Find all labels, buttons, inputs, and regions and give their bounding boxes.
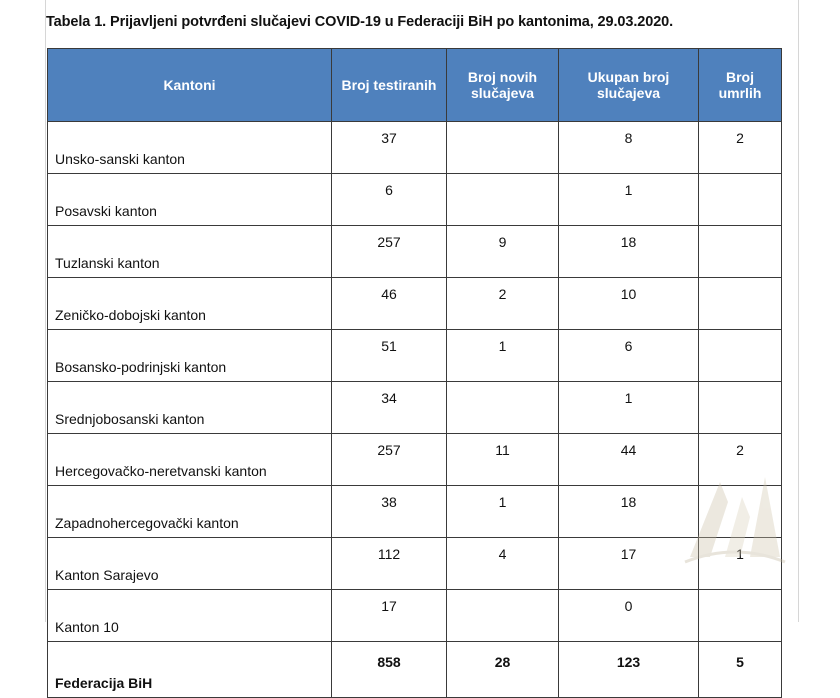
canton-name-cell: Zapadnohercegovački kanton bbox=[48, 486, 332, 538]
header-ukupan-broj-line2: slučajeva bbox=[596, 85, 661, 101]
header-broj-umrlih bbox=[699, 49, 782, 122]
table-row bbox=[48, 538, 782, 590]
deaths-cell bbox=[699, 486, 782, 538]
tested-cell: 17 bbox=[332, 590, 447, 642]
total-cases-cell: 18 bbox=[559, 486, 699, 538]
table-header-row bbox=[48, 49, 782, 122]
total-cases-sum-cell: 123 bbox=[559, 642, 699, 698]
deaths-cell: 2 bbox=[699, 122, 782, 174]
total-deaths-cell: 5 bbox=[699, 642, 782, 698]
header-ukupan-broj bbox=[559, 49, 699, 122]
header-broj-umrlih-line1: Broj bbox=[726, 69, 754, 85]
total-cases-cell: 8 bbox=[559, 122, 699, 174]
new-cases-cell: 1 bbox=[447, 330, 559, 382]
header-broj-testiranih bbox=[332, 49, 447, 122]
table-row bbox=[48, 226, 782, 278]
table-row bbox=[48, 590, 782, 642]
canton-name-cell: Bosansko-podrinjski kanton bbox=[48, 330, 332, 382]
deaths-cell: 1 bbox=[699, 538, 782, 590]
deaths-cell bbox=[699, 330, 782, 382]
header-kantoni-label: Kantoni bbox=[163, 77, 216, 93]
new-cases-cell bbox=[447, 590, 559, 642]
total-cases-cell: 17 bbox=[559, 538, 699, 590]
page-border-right bbox=[798, 0, 799, 622]
covid-cases-table bbox=[47, 48, 782, 698]
total-tested-cell: 858 bbox=[332, 642, 447, 698]
canton-name-cell: Posavski kanton bbox=[48, 174, 332, 226]
total-cases-cell: 1 bbox=[559, 382, 699, 434]
tested-cell: 34 bbox=[332, 382, 447, 434]
new-cases-cell: 9 bbox=[447, 226, 559, 278]
total-cases-cell: 0 bbox=[559, 590, 699, 642]
canton-name-cell: Kanton Sarajevo bbox=[48, 538, 332, 590]
canton-name-cell: Kanton 10 bbox=[48, 590, 332, 642]
new-cases-cell: 1 bbox=[447, 486, 559, 538]
new-cases-cell bbox=[447, 382, 559, 434]
new-cases-cell: 11 bbox=[447, 434, 559, 486]
tested-cell: 38 bbox=[332, 486, 447, 538]
table-row bbox=[48, 434, 782, 486]
tested-cell: 112 bbox=[332, 538, 447, 590]
header-broj-novih bbox=[447, 49, 559, 122]
deaths-cell bbox=[699, 174, 782, 226]
tested-cell: 51 bbox=[332, 330, 447, 382]
header-ukupan-broj-line1: Ukupan broj bbox=[587, 69, 670, 85]
page-border-left bbox=[45, 0, 46, 622]
total-cases-cell: 1 bbox=[559, 174, 699, 226]
tested-cell: 37 bbox=[332, 122, 447, 174]
header-kantoni bbox=[48, 49, 332, 122]
canton-name-cell: Hercegovačko-neretvanski kanton bbox=[48, 434, 332, 486]
total-cases-cell: 18 bbox=[559, 226, 699, 278]
deaths-cell bbox=[699, 278, 782, 330]
tested-cell: 257 bbox=[332, 226, 447, 278]
deaths-cell bbox=[699, 226, 782, 278]
canton-name-cell: Unsko-sanski kanton bbox=[48, 122, 332, 174]
tested-cell: 6 bbox=[332, 174, 447, 226]
canton-name-cell: Srednjobosanski kanton bbox=[48, 382, 332, 434]
tested-cell: 257 bbox=[332, 434, 447, 486]
table-row bbox=[48, 122, 782, 174]
total-name-cell: Federacija BiH bbox=[48, 642, 332, 698]
total-cases-cell: 44 bbox=[559, 434, 699, 486]
header-broj-testiranih-label: Broj testiranih bbox=[341, 77, 437, 93]
table-row bbox=[48, 174, 782, 226]
table-row bbox=[48, 278, 782, 330]
deaths-cell: 2 bbox=[699, 434, 782, 486]
table-row bbox=[48, 382, 782, 434]
new-cases-cell: 2 bbox=[447, 278, 559, 330]
header-broj-umrlih-line2: umrlih bbox=[718, 85, 762, 101]
header-broj-novih-line1: Broj novih bbox=[467, 69, 538, 85]
total-cases-cell: 6 bbox=[559, 330, 699, 382]
header-broj-novih-line2: slučajeva bbox=[470, 85, 535, 101]
new-cases-cell: 4 bbox=[447, 538, 559, 590]
table-row bbox=[48, 486, 782, 538]
total-cases-cell: 10 bbox=[559, 278, 699, 330]
deaths-cell bbox=[699, 382, 782, 434]
new-cases-cell bbox=[447, 174, 559, 226]
tested-cell: 46 bbox=[332, 278, 447, 330]
canton-name-cell: Tuzlanski kanton bbox=[48, 226, 332, 278]
total-row bbox=[48, 642, 782, 698]
total-new-cases-cell: 28 bbox=[447, 642, 559, 698]
new-cases-cell bbox=[447, 122, 559, 174]
deaths-cell bbox=[699, 590, 782, 642]
table-row bbox=[48, 330, 782, 382]
canton-name-cell: Zeničko-dobojski kanton bbox=[48, 278, 332, 330]
table-caption: Tabela 1. Prijavljeni potvrđeni slučajevi COVID-19 u Federaciji BiH po kantonima, 29.03.2020. bbox=[46, 14, 674, 30]
